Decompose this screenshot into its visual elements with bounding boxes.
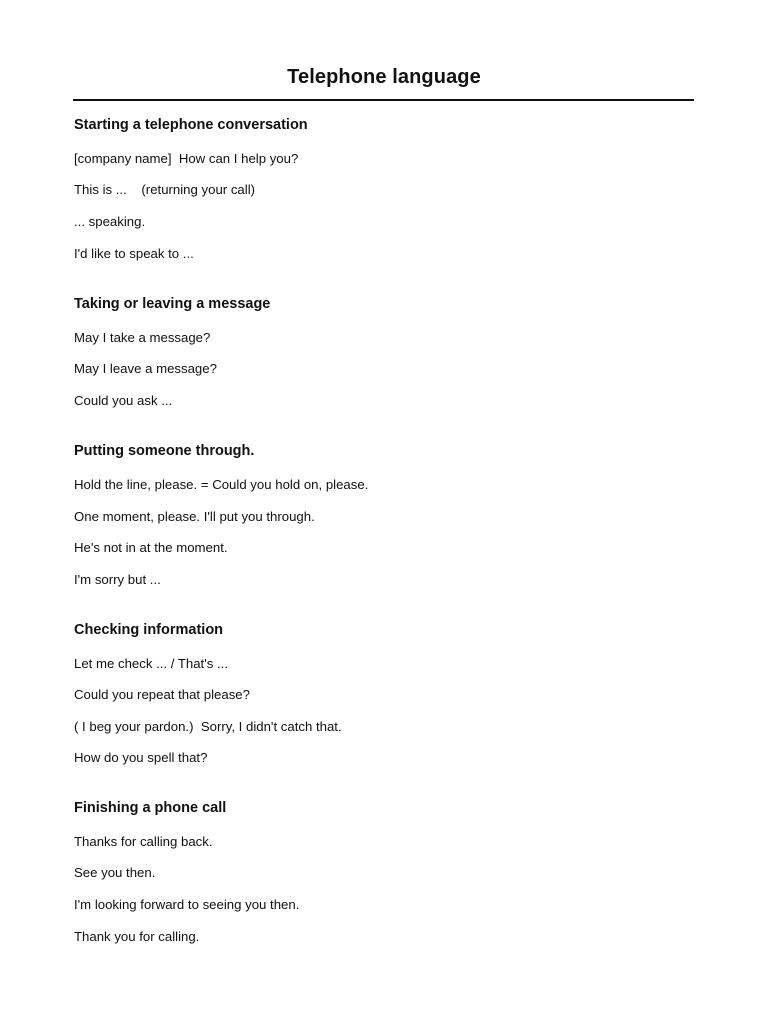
section-heading-message: Taking or leaving a message [74,296,271,312]
phrase-line: I'm looking forward to seeing you then. [74,897,300,912]
phrase-line: Thank you for calling. [74,929,200,944]
phrase-line: ( I beg your pardon.) Sorry, I didn't catch that. [74,719,342,734]
phrase-line: Hold the line, please. = Could you hold on, please. [74,477,369,492]
phrase-line: May I leave a message? [74,361,217,376]
title-divider [73,99,694,101]
phrase-line: See you then. [74,865,156,880]
section-heading-checking: Checking information [74,622,224,638]
phrase-line: This is ... (returning your call) [74,182,256,197]
section-heading-putting-through: Putting someone through. [74,443,255,459]
phrase-line: [company name] How can I help you? [74,151,299,166]
phrase-line: How do you spell that? [74,750,208,765]
phrase-line: ... speaking. [74,214,146,229]
phrase-line: I'm sorry but ... [74,572,161,587]
phrase-line: Could you ask ... [74,393,173,408]
phrase-line: I'd like to speak to ... [74,246,194,261]
phrase-line: Could you repeat that please? [74,687,250,702]
phrase-line: He's not in at the moment. [74,540,228,555]
section-heading-starting: Starting a telephone conversation [74,117,308,133]
section-heading-finishing: Finishing a phone call [74,800,227,816]
phrase-line: One moment, please. I'll put you through. [74,509,315,524]
phrase-line: Let me check ... / That's ... [74,656,228,671]
phrase-line: May I take a message? [74,330,211,345]
page-title: Telephone language [287,66,481,88]
phrase-line: Thanks for calling back. [74,834,213,849]
